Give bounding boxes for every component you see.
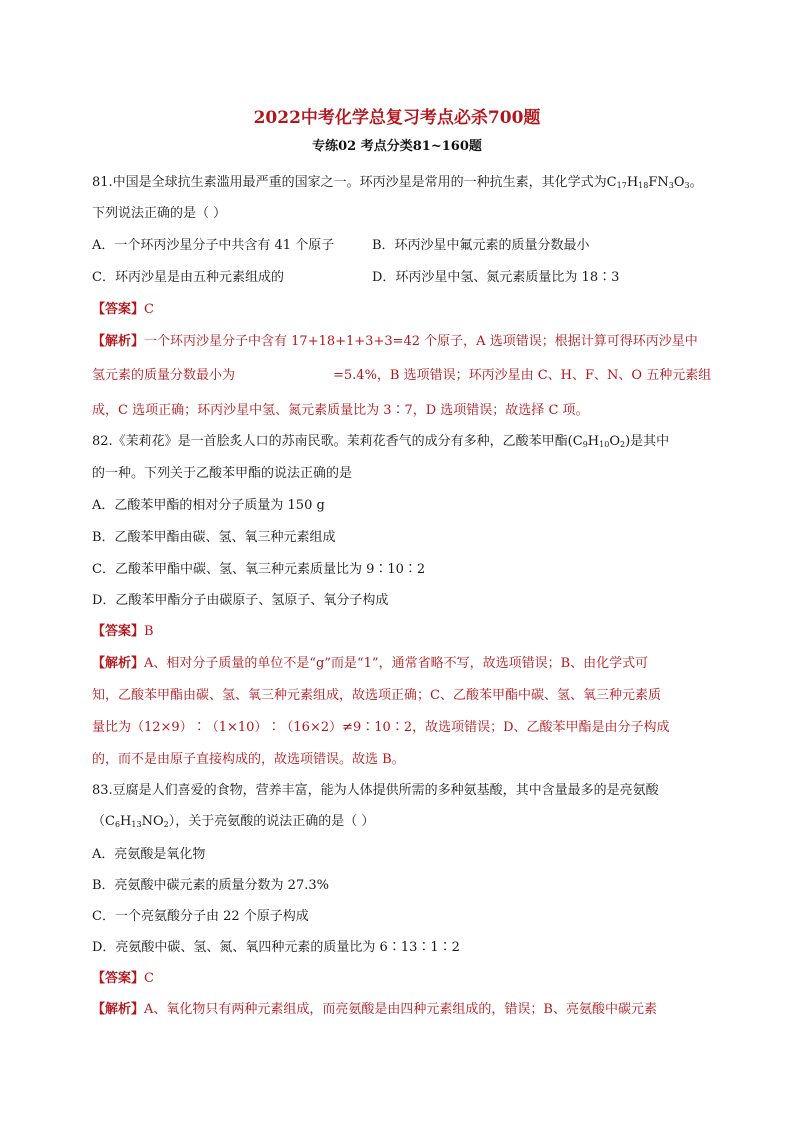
q82-option-d: D．乙酸苯甲酯分子由碳原子、氢原子、氧分子构成 [92, 593, 389, 608]
q82-stem-2: 的一种。下列关于乙酸苯甲酯的说法正确的是 [92, 466, 353, 481]
q82-analysis-3: 量比为（12×9）∶（1×10）∶（16×2）≠9∶10∶2，故选项错误；D、乙酸苯甲酯是由分子构成 [92, 720, 670, 735]
q83-option-c: C．一个亮氨酸分子由 22 个原子构成 [92, 909, 309, 924]
page-subtitle: 专练02 考点分类81~160题 [312, 139, 482, 154]
q81-analysis-2a: 氢元素的质量分数最小为 [92, 368, 236, 383]
q82-answer: 【答案】B [92, 624, 154, 639]
q83-stem-2: $(C_6H_{13}NO_2)$，关于亮氨酸的说法正确的是（ ） [92, 814, 375, 829]
q81-analysis-2b: =5.4%，B 选项错误；环丙沙星由 C、H、F、N、O 五种元素组 [333, 368, 712, 383]
q83-stem: 83.豆腐是人们喜爱的食物，营养丰富，能为人体提供所需的多种氨基酸，其中含量最多的是亮氨酸 [92, 783, 659, 798]
q81-option-d: D．环丙沙星中氢、氮元素质量比为 18∶3 [372, 270, 620, 285]
q81-option-b: B．环丙沙星中氟元素的质量分数最小 [372, 238, 590, 253]
q83-option-a: A．亮氨酸是氧化物 [92, 847, 206, 862]
q83-option-d: D．亮氨酸中碳、氢、氮、氧四种元素的质量比为 6∶13∶1∶2 [92, 940, 460, 955]
q83-analysis-1: 【解析】A、氧化物只有两种元素组成，而亮氨酸是由四种元素组成的，错误；B、亮氨酸中碳元素 [92, 1002, 657, 1017]
q83-answer: 【答案】C [92, 971, 154, 986]
q81-answer: 【答案】C [92, 302, 154, 317]
q81-stem: 81.中国是全球抗生素滥用最严重的国家之一。环丙沙星是常用的一种抗生素，其化学式为$C_{17}H_{18}FN_3O_3$。 [92, 175, 703, 190]
q82-analysis-1: 【解析】A、相对分子质量的单位不是“g”而是“1”，通常省略不写，故选项错误；B、由化学式可 [92, 656, 649, 671]
q81-stem-2: 下列说法正确的是（ ） [92, 206, 227, 221]
q82-analysis-4: 的，而不是由原子直接构成的，故选项错误。故选 B。 [92, 752, 405, 767]
q81-analysis-1: 【解析】一个环丙沙星分子中含有 17+18+1+3+3=42 个原子，A 选项错误；根据计算可得环丙沙星中 [92, 334, 698, 349]
q82-option-c: C．乙酸苯甲酯中碳、氢、氧三种元素质量比为 9∶10∶2 [92, 562, 426, 577]
page-title: 2022中考化学总复习考点必杀700题 [253, 108, 541, 128]
q81-option-c: C．环丙沙星是由五种元素组成的 [92, 270, 284, 285]
q81-option-a: A．一个环丙沙星分子中共含有 41 个原子 [92, 238, 335, 253]
q82-option-a: A．乙酸苯甲酯的相对分子质量为 150 g [92, 498, 325, 513]
q82-option-b: B．乙酸苯甲酯由碳、氢、氧三种元素组成 [92, 530, 336, 545]
q82-analysis-2: 知，乙酸苯甲酯由碳、氢、氧三种元素组成，故选项正确；C、乙酸苯甲酯中碳、氢、氧三种元素质 [92, 688, 661, 703]
q83-option-b: B．亮氨酸中碳元素的质量分数为 27.3% [92, 878, 329, 893]
q82-stem: 82.《茉莉花》是一首脍炙人口的苏南民歌。茉莉花香气的成分有多种，乙酸苯甲酯$(C_9H_{10}O_2)$是其中 [92, 434, 670, 449]
q81-analysis-3: 成，C 选项正确；环丙沙星中氢、氮元素质量比为 3∶7，D 选项错误；故选择 C 项。 [92, 403, 589, 418]
